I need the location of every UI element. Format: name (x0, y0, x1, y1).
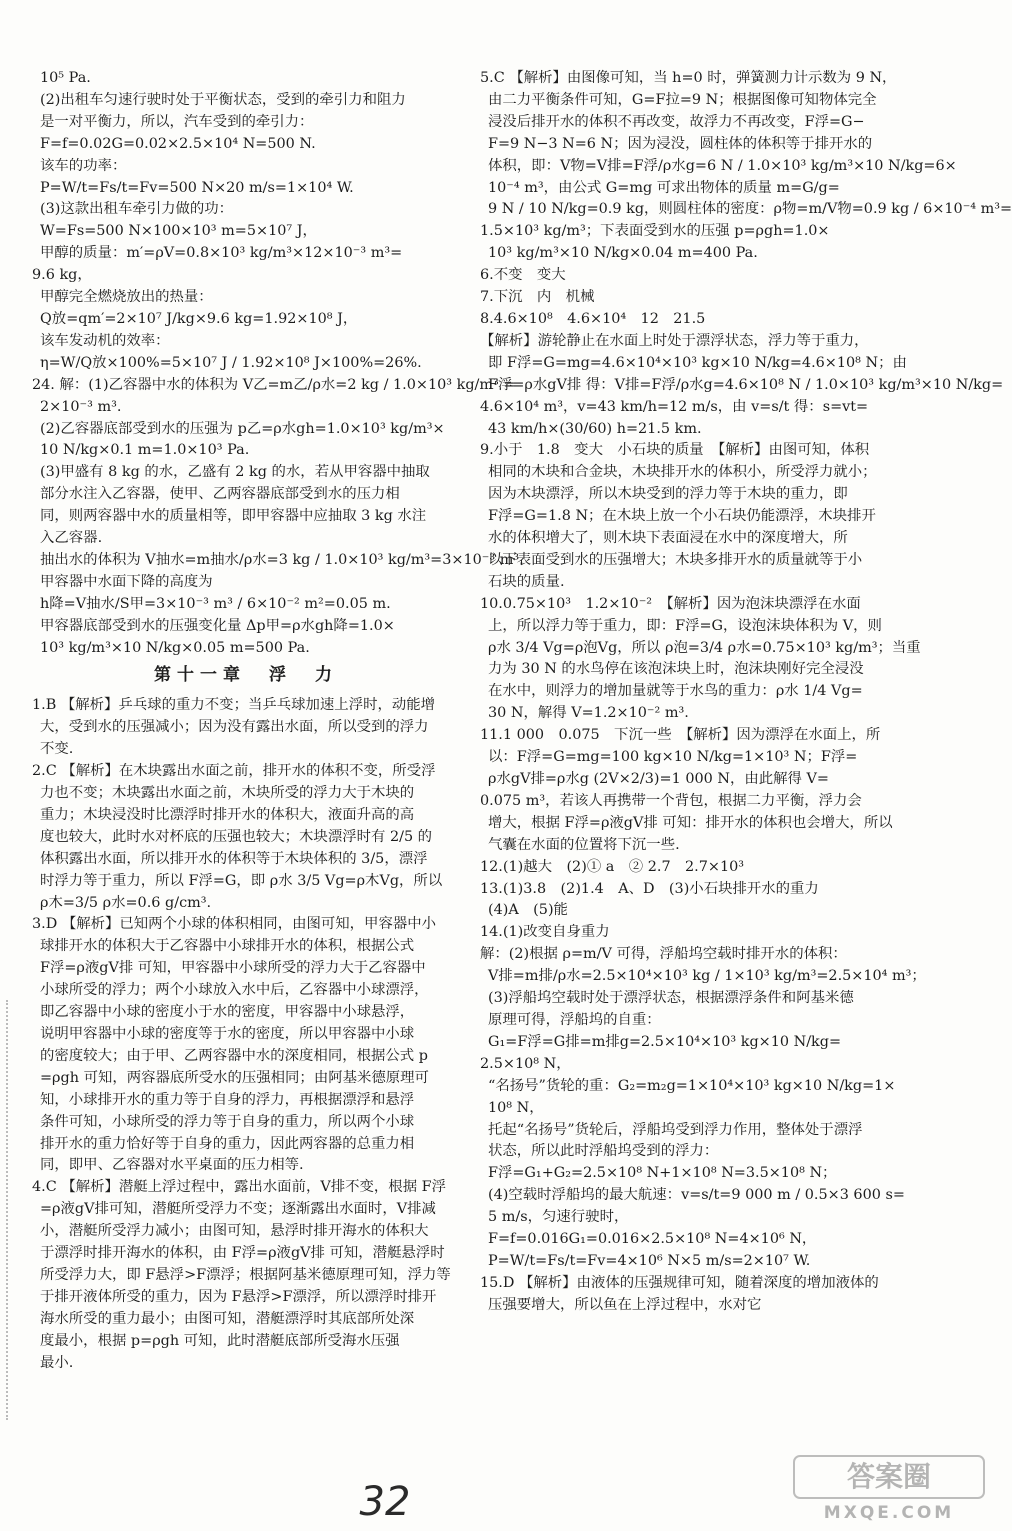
left-column-line: F=f=0.02G=0.02×2.5×10⁴ N=500 N. (40, 135, 316, 152)
left-column-line: 时浮力等于重力，所以 F浮=G，即 ρ水 3/5 Vg=ρ木Vg，所以 (40, 872, 443, 889)
right-column-line: 10⁸ N， (488, 1099, 544, 1116)
left-column-line: 2×10⁻³ m³. (40, 398, 122, 415)
left-column-line: P=W/t=Fs/t=Fv=500 N×20 m/s=1×10⁴ W. (40, 179, 354, 196)
left-column-line: 甲容器中水面下降的高度为 (40, 573, 213, 590)
right-column-line: (4)空载时浮船坞的最大航速：v=s/t=9 000 m / 0.5×3 600 s= (488, 1187, 905, 1204)
right-column-line: F=9 N−3 N=6 N；因为浸没，圆柱体的体积等于排开水的 (488, 135, 873, 152)
left-column-line: 4.C 【解析】潜艇上浮过程中，露出水面前，V排不变，根据 F浮 (32, 1179, 447, 1196)
right-column-line: F浮=G₁+G₂=2.5×10⁸ N+1×10⁸ N=3.5×10⁸ N； (488, 1165, 837, 1182)
right-column-line: 即 F浮=G=mg=4.6×10⁴×10³ kg×10 N/kg=4.6×10⁸ N；由 (488, 354, 907, 371)
right-column-line: 30 N，解得 V=1.2×10⁻² m³. (488, 705, 689, 722)
left-column-line: (3)甲盛有 8 kg 的水，乙盛有 2 kg 的水，若从甲容器中抽取 (40, 464, 430, 481)
left-column-line: 体积露出水面，所以排开水的体积等于木块体积的 3/5，漂浮 (40, 850, 428, 867)
right-column-line: “名扬号”货轮的重：G₂=m₂g=1×10⁴×10³ kg×10 N/kg=1× (488, 1077, 896, 1094)
right-column-line: 在水中，则浮力的增加量就等于水鸟的重力：ρ水 1/4 Vg= (488, 683, 863, 700)
left-column-line: 度最小，根据 p=ρgh 可知，此时潜艇底部所受海水压强 (40, 1332, 400, 1349)
right-column-line: 0.075 m³，若该人再携带一个背包，根据二力平衡，浮力会 (480, 792, 862, 809)
right-column-line: 1.5×10³ kg/m³；下表面受到水的压强 p=ρgh=1.0× (480, 223, 830, 240)
left-column-line: 10³ kg/m³×10 N/kg×0.05 m=500 Pa. (40, 639, 310, 656)
left-column-line: =ρgh 可知，两容器底所受水的压强相同；由阿基米德原理可 (40, 1069, 429, 1086)
right-column-line: 托起“名扬号”货轮后，浮船坞受到浮力作用，整体处于漂浮 (488, 1121, 863, 1138)
right-column-line: 11.1 000 0.075 下沉一些 【解析】因为漂浮在水面上，所 (480, 727, 881, 744)
left-column-line: ρ木=3/5 ρ水=0.6 g/cm³. (40, 894, 212, 911)
right-column-line: 以：F浮=G=mg=100 kg×10 N/kg=1×10³ N；F浮= (488, 749, 858, 766)
left-column-line: F浮=ρ液gV排 可知，甲容器中小球所受的浮力大于乙容器中 (40, 960, 426, 977)
right-column-line: 浸没后排开水的体积不再改变，故浮力不再改变，F浮=G− (488, 113, 865, 130)
left-column-line: h降=V抽水/S甲=3×10⁻³ m³ / 6×10⁻² m²=0.05 m. (40, 595, 391, 612)
left-column-line: 说明甲容器中小球的密度等于水的密度，所以甲容器中小球 (40, 1025, 415, 1042)
right-column-line: 10³ kg/m³×10 N/kg×0.04 m=400 Pa. (488, 245, 758, 262)
left-column-line: 是一对平衡力，所以，汽车受到的牵引力： (40, 113, 314, 130)
right-column-line: 4.6×10⁴ m³，v=43 km/h=12 m/s，由 v=s/t 得：s=vt= (480, 398, 869, 415)
right-column-line: 石块的质量. (488, 573, 565, 590)
left-column-line: 甲醇的质量：m′=ρV=0.8×10³ kg/m³×12×10⁻³ m³= (40, 245, 403, 262)
right-column-line: 10⁻⁴ m³，由公式 G=mg 可求出物体的质量 m=G/g= (488, 179, 840, 196)
right-column-line: 压强要增大，所以鱼在上浮过程中，水对它 (488, 1296, 762, 1313)
right-column-line: 8.4.6×10⁸ 4.6×10⁴ 12 21.5 (480, 310, 706, 327)
right-column-line: 2.5×10⁸ N， (480, 1055, 571, 1072)
right-column-line: 12.(1)越大 (2)① a ② 2.7 2.7×10³ (480, 858, 745, 875)
right-column-line: 6.不变 变大 (480, 267, 566, 284)
right-column-line: 5.C 【解析】由图像可知，当 h=0 时，弹簧测力计示数为 9 N， (480, 70, 897, 86)
right-column-line: V排=m排/ρ水=2.5×10⁴×10³ kg / 1×10³ kg/m³=2.5×10⁴ m³； (488, 968, 926, 985)
right-column-line: F浮=G=1.8 N；在木块上放一个小石块仍能漂浮，木块排开 (488, 508, 876, 525)
right-column-line: ρ水gV排=ρ水g (2V×2/3)=1 000 N，由此解得 V= (488, 771, 829, 787)
left-column-line: 条件可知，小球所受的浮力等于自身的重力，所以两个小球 (40, 1113, 415, 1130)
right-column-line: 14.(1)改变自身重力 (480, 924, 610, 941)
right-column-line: (4)A (5)能 (488, 902, 568, 919)
right-column-line: 7.下沉 内 机械 (480, 289, 595, 306)
right-column-line: 由二力平衡条件可知，G=F拉=9 N；根据图像可知物体完全 (488, 91, 877, 108)
handwritten-page-number: 32 (359, 1479, 411, 1525)
left-column-line: 3.D 【解析】已知两个小球的体积相同，由图可知，甲容器中小 (32, 916, 437, 933)
watermark-bottom-text: MXQE.COM (823, 1503, 955, 1523)
right-column-line: (3)浮船坞空载时处于漂浮状态，根据漂浮条件和阿基米德 (488, 990, 854, 1007)
left-column-line: 知，小球排开水的重力等于自身的浮力，再根据漂浮和悬浮 (40, 1091, 415, 1108)
left-column-line: 9.6 kg， (32, 267, 92, 284)
right-column-line: 43 km/h×(30/60) h=21.5 km. (488, 420, 702, 437)
right-column-line: 5 m/s，匀速行驶时， (488, 1209, 629, 1226)
left-column-line: 即乙容器中小球的密度小于水的密度，甲容器中小球悬浮， (40, 1004, 415, 1021)
right-column-line: 9.小于 1.8 变大 小石块的质量 【解析】由图可知，体积 (480, 442, 870, 459)
right-column-line: 相同的木块和合金块，木块排开水的体积小，所受浮力就小； (488, 464, 877, 481)
left-column-line: 1.B 【解析】乒乓球的重力不变；当乒乓球加速上浮时，动能增 (32, 697, 436, 714)
watermark-logo (790, 1452, 990, 1524)
left-column-line: 小，潜艇所受浮力减小；由图可知，悬浮时排开海水的体积大 (40, 1223, 429, 1240)
right-column-line: 状态，所以此时浮船坞受到的浮力： (488, 1143, 719, 1160)
left-column-line: 2.C 【解析】在木块露出水面之前，排开水的体积不变，所受浮 (32, 763, 436, 780)
left-column-line: 重力；木块浸没时比漂浮时排开水的体积大，液面升高的高 (40, 806, 415, 823)
right-column (480, 68, 1012, 1317)
right-column-line: 15.D 【解析】由液体的压强规律可知，随着深度的增加液体的 (480, 1274, 879, 1291)
right-column-line: 水的体积增大了，则木块下表面浸在水中的深度增大，所 (488, 530, 848, 547)
left-column-line: 度也较大，此时水对杯底的压强也较大；木块漂浮时有 2/5 的 (40, 828, 433, 845)
left-column-line: =ρ液gV排可知，潜艇所受浮力不变；逐渐露出水面时，V排减 (40, 1201, 436, 1218)
left-column-line: Q放=qm′=2×10⁷ J/kg×9.6 kg=1.92×10⁸ J， (40, 310, 358, 327)
right-column-line: 气囊在水面的位置将下沉一些. (488, 836, 680, 853)
left-column-line: 10 N/kg×0.1 m=1.0×10³ Pa. (40, 442, 250, 459)
right-column-line: 9 N / 10 N/kg=0.9 kg，则圆柱体的密度：ρ物=m/V物=0.9 kg / 6×10⁻⁴ m³= (488, 201, 1012, 218)
left-column-line: 部分水注入乙容器，使甲、乙两容器底部受到水的压力相 (40, 486, 400, 503)
right-column-line: 10.0.75×10³ 1.2×10⁻² 【解析】因为泡沫块漂浮在水面 (480, 595, 861, 612)
left-column-line: 同，即甲、乙容器对水平桌面的压力相等. (40, 1157, 304, 1174)
left-column-line: 于排开液体所受的重力，因为 F悬浮>F漂浮，所以漂浮时排开 (40, 1288, 437, 1305)
left-column-line: 同，则两容器中水的质量相等，即甲容器中应抽取 3 kg 水注 (40, 508, 427, 525)
right-column-line: 上，所以浮力等于重力，即：F浮=G，设泡沫块体积为 V，则 (488, 617, 882, 634)
left-column-line: W=Fs=500 N×100×10³ m=5×10⁷ J， (40, 223, 317, 240)
left-column-line: (2)乙容器底部受到水的压强为 p乙=ρ水gh=1.0×10³ kg/m³× (40, 420, 445, 437)
right-column-line: 因为木块漂浮，所以木块受到的浮力等于木块的重力，即 (488, 486, 848, 503)
left-column-line: 小球所受的浮力；两个小球放入水中后，乙容器中小球漂浮， (40, 982, 429, 999)
left-column-line: 排开水的重力恰好等于自身的重力，因此两容器的总重力相 (40, 1135, 415, 1152)
left-column-line: 海水所受的重力最小；由图可知，潜艇漂浮时其底部所处深 (40, 1310, 415, 1327)
left-column-line: 甲醇完全燃烧放出的热量： (40, 289, 213, 306)
right-column-line: 增大，根据 F浮=ρ液gV排 可知：排开水的体积也会增大，所以 (488, 814, 893, 831)
right-column-line: 以下表面受到水的压强增大；木块多排开水的质量就等于小 (488, 551, 863, 568)
left-column-line: 10⁵ Pa. (40, 70, 91, 86)
left-column-line: 于漂浮时排开海水的体积，由 F浮=ρ液gV排 可知，潜艇悬浮时 (40, 1245, 445, 1262)
left-column-line: η=W/Q放×100%=5×10⁷ J / 1.92×10⁸ J×100%=26%. (40, 354, 422, 371)
right-column-line: 原理可得，浮船坞的自重： (488, 1011, 661, 1028)
right-column-line: G₁=F浮=G排=m排g=2.5×10⁴×10³ kg×10 N/kg= (488, 1033, 842, 1050)
left-column-line: 球排开水的体积大于乙容器中小球排开水的体积，根据公式 (40, 938, 415, 955)
right-column-line: 力为 30 N 的水鸟停在该泡沫块上时，泡沫块刚好完全浸没 (488, 661, 864, 678)
binding-margin-dots (6, 1000, 12, 1420)
right-column-line: 【解析】游轮静止在水面上时处于漂浮状态，浮力等于重力， (480, 332, 869, 349)
left-column-line: 该车的功率： (40, 157, 127, 174)
left-column-line: 最小. (40, 1354, 74, 1371)
right-column-line: ρ水 3/4 Vg=ρ泡Vg，所以 ρ泡=3/4 ρ水=0.75×10³ kg/m³；当重 (488, 639, 921, 656)
left-column-line: 力也不变；木块露出水面之前，木块所受的浮力大于木块的 (40, 785, 415, 801)
left-column-line: 甲容器底部受到水的压强变化量 Δp甲=ρ水gh降=1.0× (40, 617, 395, 634)
right-column-line: F浮=ρ水gV排 得：V排=F浮/ρ水g=4.6×10⁸ N / 1.0×10³ kg/m³×10 N/kg= (488, 376, 1004, 393)
left-column-line: 该车发动机的效率： (40, 332, 170, 349)
left-column-line: 不变. (40, 741, 74, 758)
right-column-line: 体积，即：V物=V排=F浮/ρ水g=6 N / 1.0×10³ kg/m³×10 N/kg=6× (488, 157, 957, 174)
left-column-line: (3)这款出租车牵引力做的功： (40, 201, 234, 218)
right-column-line: P=W/t=Fs/t=Fv=4×10⁶ N×5 m/s=2×10⁷ W. (488, 1252, 811, 1269)
chapter-title: 第十一章 浮 力 (154, 665, 338, 686)
right-column-line: 13.(1)3.8 (2)1.4 A、D (3)小石块排开水的重力 (480, 880, 819, 897)
left-column-line: 抽出水的体积为 V抽水=m抽水/ρ水=3 kg / 1.0×10³ kg/m³=3×10⁻³ m³. (40, 551, 524, 568)
left-column-line: 入乙容器. (40, 530, 103, 547)
left-column-line: 24. 解：(1)乙容器中水的体积为 V乙=m乙/ρ水=2 kg / 1.0×10³ kg/m³ = (32, 376, 516, 393)
watermark-top-text: 答案圈 (846, 1460, 932, 1493)
right-column-line: 解：(2)根据 ρ=m/V 可得，浮船坞空载时排开水的体积： (480, 946, 847, 963)
left-column-line: (2)出租车匀速行驶时处于平衡状态，受到的牵引力和阻力 (40, 91, 406, 108)
left-column-line: 的密度较大；由于甲、乙两容器中水的深度相同，根据公式 p (40, 1047, 428, 1064)
left-column-line: 大，受到水的压强减小；因为没有露出水面，所以受到的浮力 (40, 719, 429, 736)
right-column-line: F=f=0.016G₁=0.016×2.5×10⁸ N=4×10⁶ N， (488, 1231, 817, 1248)
left-column-line: 所受浮力大，即 F悬浮>F漂浮；根据阿基米德原理可知，浮力等 (40, 1266, 451, 1283)
